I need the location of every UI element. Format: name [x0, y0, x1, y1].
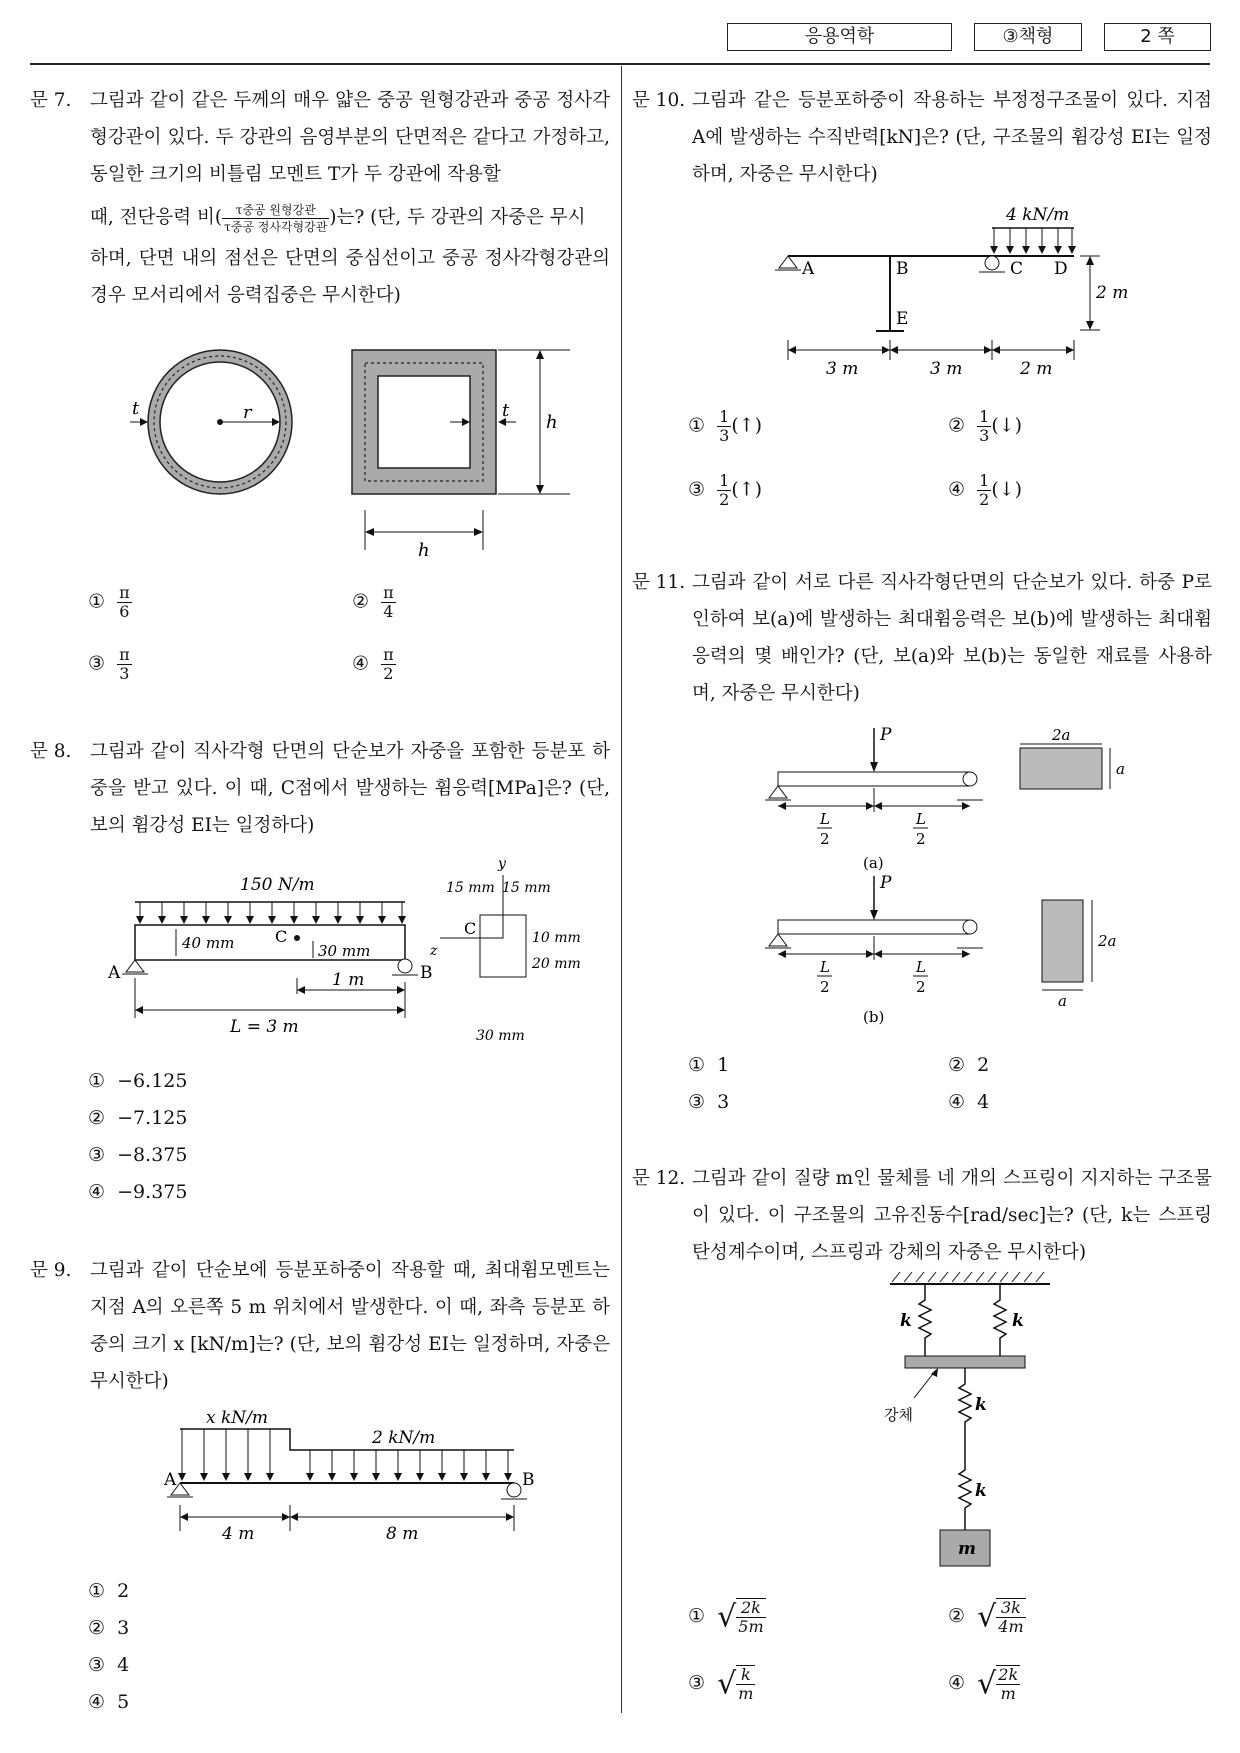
q11a-caption: (a) [863, 854, 884, 872]
q9-opt2-val: 3 [117, 1617, 130, 1639]
q12-opt2-den: 4m [998, 1617, 1024, 1636]
q7-h-dim-arrow-bot [536, 485, 544, 494]
q10-e-label: E [896, 309, 909, 329]
q9-load-arrowheads [178, 1473, 512, 1481]
q7-option-4[interactable] [352, 646, 396, 683]
q8-z-label: z [430, 943, 438, 959]
q11-opt1-val: 1 [717, 1054, 730, 1076]
question-7 [30, 82, 610, 314]
q11a-w2a-label: 2a [1052, 726, 1071, 744]
q11a-l1-num: L [820, 810, 830, 828]
q11a-pin [769, 786, 787, 798]
q8-option-4[interactable] [88, 1181, 187, 1203]
q12-opt3-sqrt-icon: √ [717, 1666, 737, 1702]
q12-option-3[interactable] [688, 1665, 755, 1703]
q8-c-label: C [275, 927, 288, 946]
q9-text: 그림과 같이 단순보에 등분포하중이 작용할 때, 최대휨모멘트는 지점 A의 오른쪽 5 m 위치에서 발생한다. 이 때, 좌측 등분포 하중의 크기 x [kN/m]는? (단, 보의 휨강성 EI는 일정하며, 자중은 무시한다) [90, 1260, 610, 1392]
subject-label: 응용역학 [804, 26, 875, 47]
q12-number: 문 12. [632, 1168, 686, 1189]
q7-text-2a: 때, 전단응력 비( [90, 207, 223, 228]
q7-opt2-den: 4 [383, 602, 394, 621]
q9-8m-label: 8 m [386, 1524, 419, 1544]
q11b-l2-num: L [916, 958, 926, 976]
q11a-p-arrow [870, 762, 878, 772]
q12-opt1-den: 5m [738, 1617, 764, 1636]
q12-opt4-num: 2k [998, 1665, 1019, 1684]
q11a-l1-den: 2 [820, 830, 830, 848]
q10-opt1-no: ① [688, 414, 706, 437]
q11b-l1-den: 2 [820, 978, 830, 996]
q11b-section [1042, 900, 1083, 982]
q12-option-1[interactable] [688, 1598, 766, 1636]
q8-opt1-val: −6.125 [117, 1070, 188, 1092]
q12-opt1-no: ① [688, 1605, 706, 1627]
q7-opt1-no: ① [88, 590, 106, 613]
q10-opt1-den: 3 [719, 426, 730, 445]
q10-opt2-den: 3 [979, 426, 990, 445]
q8-L-arrow-r [397, 1006, 405, 1014]
q8-1m-label: 1 m [332, 970, 365, 990]
q8-opt1-no: ① [88, 1070, 106, 1092]
q11-option-2[interactable] [948, 1054, 989, 1076]
q10-h-label: 2 m [1096, 283, 1129, 303]
q11-option-4[interactable] [948, 1091, 989, 1113]
subject-box [727, 23, 952, 51]
question-10 [632, 82, 1212, 193]
q12-opt3-no: ③ [688, 1672, 706, 1694]
q10-option-1[interactable] [688, 408, 762, 445]
q12-rigid-label: 강체 [884, 1406, 913, 1424]
q12-opt2-num: 3k [996, 1599, 1025, 1618]
q7-t-label-square: t [502, 400, 510, 421]
q9-option-1[interactable] [88, 1580, 129, 1602]
q12-option-2[interactable] [948, 1598, 1026, 1636]
q9-opt4-no: ④ [88, 1691, 106, 1713]
q11-opt2-val: 2 [977, 1054, 990, 1076]
q8-text: 그림과 같이 직사각형 단면의 단순보가 자중을 포함한 등분포 하중을 받고 있다. 이 때, C점에서 발생하는 휨응력[MPa]은? (단, 보의 휨강성 EI는 일정하다) [90, 741, 610, 836]
q11-text: 그림과 같이 서로 다른 직사각형단면의 단순보가 있다. 하중 P로 인하여 보(a)에 발생하는 최대휨응력은 보(b)에 발생하는 최대휨응력의 몇 배인가? (단, 보(a)와 보(b)는 동일한 재료를 사용하며, 자중은 무시한다) [692, 572, 1212, 704]
q12-opt3-num: k [736, 1666, 755, 1685]
q8-y-label: y [498, 856, 506, 872]
q8-figure [100, 856, 600, 1050]
question-12 [632, 1160, 1212, 1271]
q7-r-label: r [243, 402, 252, 423]
q8-h10-label: 10 mm [532, 930, 581, 946]
q7-number: 문 7. [30, 90, 72, 111]
q11-opt4-no: ④ [948, 1091, 966, 1113]
q8-point-c [294, 935, 300, 941]
q8-b30-label: 30 mm [476, 1028, 525, 1044]
q11a-ha-label: a [1116, 760, 1125, 778]
question-11 [632, 564, 1212, 712]
q8-1m-arrow-r [397, 986, 405, 994]
q11a-section [1020, 748, 1102, 789]
q10-opt2-no: ② [948, 414, 966, 437]
q7-ratio-den: τ중공 정사각형강관 [224, 219, 328, 234]
column-divider [621, 66, 622, 1713]
q11-number: 문 11. [632, 572, 686, 593]
q10-3m-a-label: 3 m [826, 359, 859, 379]
q7-t-arrow [140, 418, 148, 426]
q12-opt4-no: ④ [948, 1672, 966, 1694]
q12-k4-label: k [975, 1481, 987, 1501]
header-rule [30, 63, 1210, 65]
q8-section-c-label: C [464, 919, 477, 938]
q7-opt2-no: ② [352, 590, 370, 613]
q10-opt3-den: 2 [719, 490, 730, 509]
q9-load-outline [180, 1429, 514, 1450]
q7-text-3: 하며, 단면 내의 점선은 단면의 중심선이고 중공 정사각형강관의 경우 모서리에서 응력집중은 무시한다) [90, 248, 610, 306]
q12-spring-mid [959, 1368, 971, 1458]
q10-opt2-num: 1 [979, 407, 990, 426]
q9-x-load-label: x kN/m [206, 1408, 269, 1428]
q12-opt3-den: m [738, 1684, 754, 1703]
q8-opt4-no: ④ [88, 1181, 106, 1203]
q10-load-label: 4 kN/m [1006, 205, 1070, 225]
q8-load-arrowheads [136, 916, 406, 924]
q11a-beam [778, 772, 970, 786]
q10-2m-label: 2 m [1020, 359, 1053, 379]
q8-L-arrow-l [135, 1006, 143, 1014]
q9-4m-label: 4 m [222, 1524, 255, 1544]
q9-a-label: A [164, 1470, 177, 1490]
q7-b-dim-arrow-r [474, 528, 483, 536]
q12-k1-label: k [900, 1311, 912, 1331]
q10-b-label: B [896, 259, 909, 279]
q7-opt4-num: π [383, 645, 394, 664]
q11b-caption: (b) [863, 1008, 885, 1026]
q9-opt3-no: ③ [88, 1654, 106, 1676]
q8-w15a-label: 15 mm [446, 880, 495, 896]
q7-option-2[interactable] [352, 584, 396, 621]
q8-w15b-label: 15 mm [502, 880, 551, 896]
q8-option-1[interactable] [88, 1070, 187, 1092]
q11-opt3-val: 3 [717, 1091, 730, 1113]
q8-h20-label: 20 mm [532, 956, 581, 972]
q7-text-2 [90, 199, 610, 236]
q11-opt2-no: ② [948, 1054, 966, 1076]
q10-option-3[interactable] [688, 472, 762, 509]
q7-b-dim-arrow-l [365, 528, 374, 536]
q7-option-3[interactable] [88, 646, 132, 683]
q12-option-4[interactable] [948, 1665, 1020, 1703]
q8-L-label: L = 3 m [230, 1017, 299, 1037]
q11b-p-arrow [870, 910, 878, 920]
q9-option-4[interactable] [88, 1691, 129, 1713]
q12-ceiling-hatch [892, 1272, 1044, 1282]
q9-load-arrows [182, 1429, 508, 1477]
q11b-wa-label: a [1058, 992, 1067, 1010]
q11b-h2a-label: 2a [1098, 932, 1117, 950]
q9-dim-arrow-4 [506, 1513, 514, 1521]
q8-number: 문 8. [30, 741, 72, 762]
q9-number: 문 9. [30, 1260, 72, 1281]
q7-option-1[interactable] [88, 584, 132, 621]
booklet-label: ③책형 [1002, 26, 1054, 47]
page-box [1104, 23, 1211, 51]
q7-opt1-den: 6 [119, 602, 130, 621]
q9-roller-support [507, 1483, 521, 1497]
q11-figure [750, 722, 1170, 1042]
page-label: 2 쪽 [1140, 26, 1175, 47]
q8-b-label: B [420, 963, 433, 983]
q9-option-3[interactable] [88, 1654, 129, 1676]
q11a-l2-num: L [916, 810, 926, 828]
q10-opt2-dir: (↓) [991, 414, 1023, 437]
q7-ratio-frac [222, 202, 329, 235]
q7-h-dim-arrow-top [536, 350, 544, 359]
q11b-l1-num: L [820, 958, 830, 976]
q11-opt4-val: 4 [977, 1091, 990, 1113]
q11-opt3-no: ③ [688, 1091, 706, 1113]
q11b-p-label: P [880, 873, 892, 893]
booklet-box [974, 23, 1082, 51]
q12-figure [870, 1270, 1070, 1580]
q10-opt4-den: 2 [979, 490, 990, 509]
q8-pin-support [126, 960, 144, 972]
q10-opt3-num: 1 [719, 471, 730, 490]
q10-opt4-dir: (↓) [991, 478, 1023, 501]
q7-text-1: 그림과 같이 같은 두께의 매우 얇은 중공 원형강관과 중공 정사각형강관이 있다. 두 강관의 음영부분의 단면적은 같다고 가정하고, 동일한 크기의 비틀림 모멘트 T가 두 강관에 작용할 [90, 90, 610, 185]
q8-option-3[interactable] [88, 1144, 187, 1166]
q9-dim-arrow-1 [180, 1513, 188, 1521]
q12-opt1-num: 2k [736, 1599, 765, 1618]
q9-opt4-val: 5 [117, 1691, 130, 1713]
q7-ratio-num: τ중공 원형강관 [222, 202, 329, 219]
q11-option-3[interactable] [688, 1091, 729, 1113]
q10-figure [770, 200, 1150, 390]
q10-opt3-dir: (↑) [731, 478, 763, 501]
q12-rigid-body [905, 1356, 1025, 1368]
q8-opt3-val: −8.375 [117, 1144, 188, 1166]
q7-opt4-no: ④ [352, 652, 370, 675]
q7-opt3-den: 3 [119, 664, 130, 683]
q11-option-1[interactable] [688, 1054, 729, 1076]
q10-opt4-no: ④ [948, 478, 966, 501]
q9-dim-arrow-3 [290, 1513, 298, 1521]
q12-spring-left [919, 1284, 931, 1356]
q10-opt1-num: 1 [719, 407, 730, 426]
q10-c-label: C [1010, 259, 1024, 279]
q11b-roller [963, 920, 977, 934]
q7-opt1-num: π [119, 583, 130, 602]
q8-opt2-val: −7.125 [117, 1107, 188, 1129]
q9-opt1-val: 2 [117, 1580, 130, 1602]
q10-number: 문 10. [632, 90, 686, 111]
q7-t-label-circle: t [132, 398, 140, 419]
q12-opt2-no: ② [948, 1605, 966, 1627]
q12-opt4-sqrt-icon: √ [977, 1666, 997, 1702]
q11-opt1-no: ① [688, 1054, 706, 1076]
q11a-p-label: P [880, 725, 892, 745]
q7-h-label-horiz: h [418, 540, 430, 561]
q8-d40-label: 40 mm [182, 934, 235, 952]
q12-opt1-sqrt-icon: √ [717, 1599, 737, 1635]
q10-opt4-num: 1 [979, 471, 990, 490]
q11b-pin [769, 934, 787, 946]
q11a-roller [963, 772, 977, 786]
q7-h-label-vert: h [546, 412, 558, 433]
q10-a-label: A [802, 259, 815, 279]
question-9 [30, 1252, 610, 1400]
q8-opt3-no: ③ [88, 1144, 106, 1166]
q8-d30-label: 30 mm [318, 942, 371, 960]
q10-load-arrowheads [990, 246, 1076, 254]
q9-b-label: B [522, 1470, 535, 1490]
q10-d-label: D [1054, 259, 1068, 279]
question-8 [30, 733, 610, 844]
q9-2-load-label: 2 kN/m [372, 1428, 436, 1448]
q8-opt4-val: −9.375 [117, 1181, 188, 1203]
q7-text-2b: )는? (단, 두 강관의 자중은 무시 [329, 207, 586, 228]
q12-k3-label: k [975, 1395, 987, 1415]
q10-roller-support [985, 256, 999, 270]
q8-opt2-no: ② [88, 1107, 106, 1129]
q10-option-4[interactable] [948, 472, 1022, 509]
q11a-l2-den: 2 [916, 830, 926, 848]
q9-dim-arrow-2 [282, 1513, 290, 1521]
q12-opt4-den: m [1000, 1684, 1016, 1703]
q10-h-arrow-top [1086, 256, 1094, 265]
q7-opt2-num: π [383, 583, 394, 602]
q10-option-2[interactable] [948, 408, 1022, 445]
q7-opt4-den: 2 [383, 664, 394, 683]
q9-figure [150, 1405, 570, 1545]
q9-option-2[interactable] [88, 1617, 129, 1639]
q10-h-arrow-bot [1086, 321, 1094, 330]
q11b-l2-den: 2 [916, 978, 926, 996]
q8-option-2[interactable] [88, 1107, 187, 1129]
q12-spring-low [959, 1458, 971, 1530]
q8-a-label: A [108, 963, 121, 983]
q8-1m-arrow-l [297, 986, 305, 994]
q10-opt3-no: ③ [688, 478, 706, 501]
q8-load-label: 150 N/m [240, 875, 315, 895]
q12-opt2-sqrt-icon: √ [977, 1599, 997, 1635]
q11b-beam [778, 920, 970, 934]
q9-opt1-no: ① [88, 1580, 106, 1602]
q12-spring-right [994, 1284, 1006, 1356]
q10-opt1-dir: (↑) [731, 414, 763, 437]
q10-3m-b-label: 3 m [930, 359, 963, 379]
q10-pin-support [779, 256, 797, 268]
q9-opt2-no: ② [88, 1617, 106, 1639]
q12-text: 그림과 같이 질량 m인 물체를 네 개의 스프링이 지지하는 구조물이 있다. 이 구조물의 고유진동수[rad/sec]는? (단, k는 스프링탄성계수이며, 스프링과 강체의 자중은 무시한다) [692, 1168, 1212, 1263]
q9-opt3-val: 4 [117, 1654, 130, 1676]
q7-opt3-num: π [119, 645, 130, 664]
q7-opt3-no: ③ [88, 652, 106, 675]
q7-figure [120, 340, 600, 570]
q8-roller-support [398, 959, 412, 973]
q12-m-label: m [958, 1539, 976, 1559]
q12-k2-label: k [1012, 1311, 1024, 1331]
q10-text: 그림과 같은 등분포하중이 작용하는 부정정구조물이 있다. 지점 A에 발생하는 수직반력[kN]은? (단, 구조물의 휨강성 EI는 일정하며, 자중은 무시한다) [692, 90, 1212, 185]
